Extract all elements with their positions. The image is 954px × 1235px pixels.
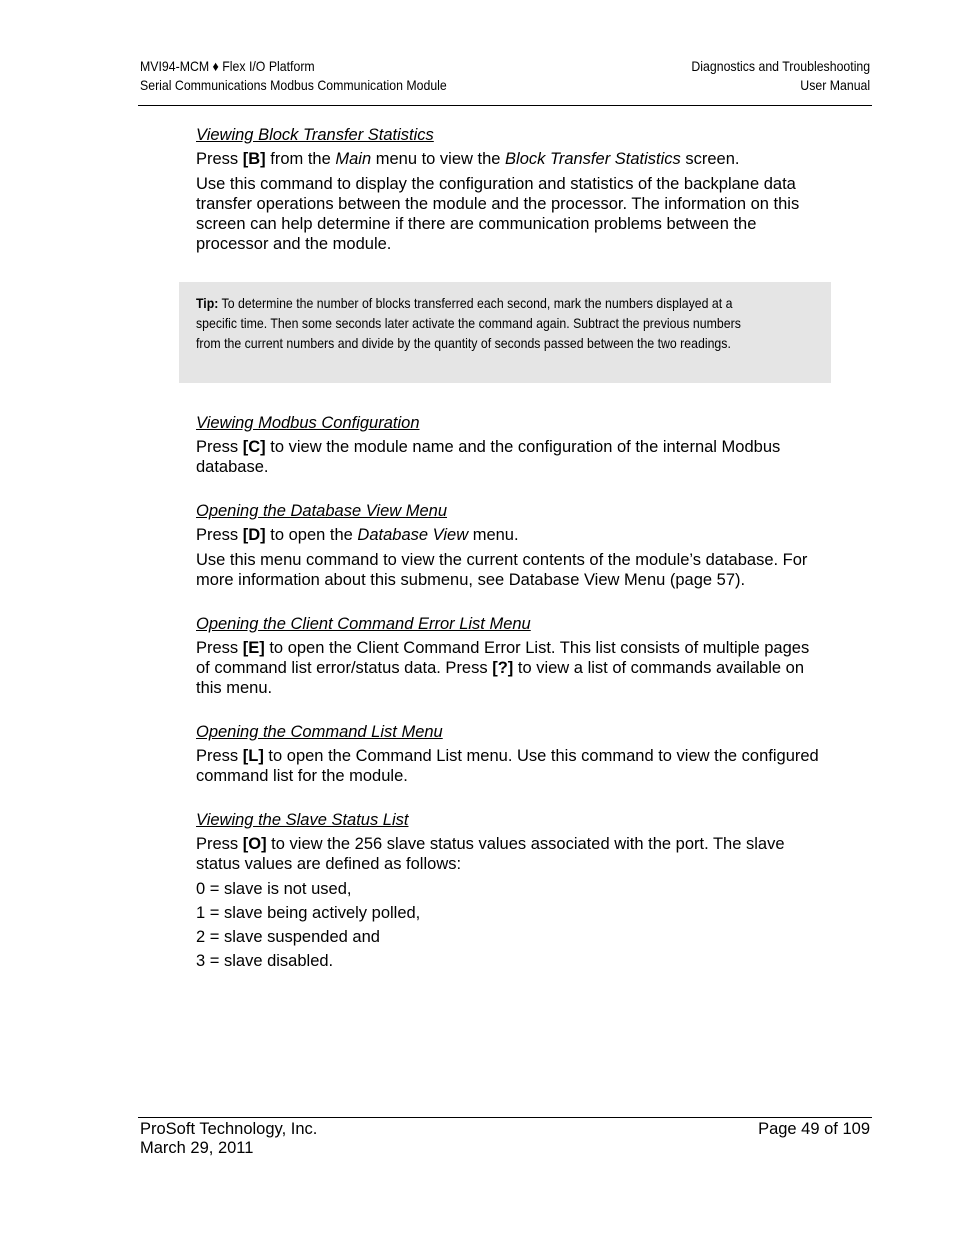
key-label: [O]: [242, 835, 267, 853]
product-subtitle: Serial Communications Modbus Communication Module: [140, 77, 447, 93]
key-label: [D]: [242, 526, 266, 544]
section-heading-block-transfer: Viewing Block Transfer Statistics: [196, 126, 434, 144]
key-label: [C]: [242, 438, 266, 456]
text: Press: [196, 747, 243, 765]
text: Press: [196, 526, 243, 544]
header-left: [140, 57, 447, 95]
footer-left: [140, 1120, 317, 1158]
text: to open the: [265, 526, 358, 544]
text: to view the 256 slave status values associated with the port. The slave status values are defined as follows:: [196, 835, 785, 873]
paragraph: Use this command to display the configuration and statistics of the backplane data transfer operations between the module and the processor. The information on this screen can help determine if there are communication problems between the processor and the module.: [196, 175, 800, 253]
tip-text: [196, 293, 759, 353]
paragraph: [196, 437, 821, 477]
paragraph: Use this menu command to view the current contents of the module’s database. For more information about this submenu, see Database View Menu (page 57).: [196, 551, 808, 589]
paragraph: [196, 834, 821, 874]
screen-name: Block Transfer Statistics: [505, 150, 681, 168]
tip-label: Tip:: [196, 295, 219, 311]
product-title: MVI94-MCM ♦ Flex I/O Platform: [140, 58, 315, 74]
section-heading-client-error: Opening the Client Command Error List Menu: [196, 615, 531, 633]
paragraph: [196, 638, 821, 698]
section-heading-modbus-config: Viewing Modbus Configuration: [196, 414, 420, 432]
key-label: [E]: [242, 639, 265, 657]
text: screen.: [680, 150, 740, 168]
text: to open the Command List menu. Use this command to view the configured command list for the module.: [196, 747, 819, 785]
section-heading-slave-status: Viewing the Slave Status List: [196, 811, 409, 829]
tip-body: To determine the number of blocks transferred each second, mark the numbers displayed at a specific time. Then some seconds later activate the command again. Subtract the previous numbers from the current numbers and divide by the quantity of seconds passed between the two readings.: [196, 295, 741, 351]
footer-divider: [138, 1117, 872, 1118]
paragraph: [196, 746, 821, 786]
list-item: 3 = slave disabled.: [196, 952, 334, 970]
section-heading-database-view: Opening the Database View Menu: [196, 502, 448, 520]
key-label: [B]: [242, 150, 266, 168]
key-label: [L]: [242, 747, 264, 765]
text: to view the module name and the configuration of the internal Modbus database.: [196, 438, 781, 476]
header-divider: [138, 105, 872, 106]
text: from the: [265, 150, 336, 168]
paragraph: [196, 525, 821, 545]
text: menu.: [468, 526, 519, 544]
company-name: ProSoft Technology, Inc.: [140, 1120, 318, 1138]
manual-title: User Manual: [800, 77, 870, 93]
chapter-title: Diagnostics and Troubleshooting: [691, 58, 870, 74]
publication-date: March 29, 2011: [140, 1139, 254, 1157]
main-content: [196, 125, 821, 971]
text: to open the Client Command Error List. This list consists of multiple pages of command list error/status data. Press: [196, 639, 810, 677]
text: Press: [196, 835, 243, 853]
text: Press: [196, 438, 243, 456]
key-label: [?]: [492, 659, 514, 677]
header-right: [691, 57, 870, 95]
list-item: 1 = slave being actively polled,: [196, 904, 421, 922]
text: Press: [196, 639, 243, 657]
section-heading-command-list: Opening the Command List Menu: [196, 723, 443, 741]
menu-name: Database View: [357, 526, 469, 544]
list-item: 0 = slave is not used,: [196, 880, 352, 898]
page-number: Page 49 of 109: [758, 1120, 870, 1138]
text: Press: [196, 150, 243, 168]
tip-box: [179, 282, 831, 383]
text: to view a list of commands available on this menu.: [196, 659, 805, 697]
paragraph: [196, 149, 821, 169]
menu-name: Main: [335, 150, 372, 168]
list-item: 2 = slave suspended and: [196, 928, 380, 946]
text: menu to view the: [371, 150, 506, 168]
